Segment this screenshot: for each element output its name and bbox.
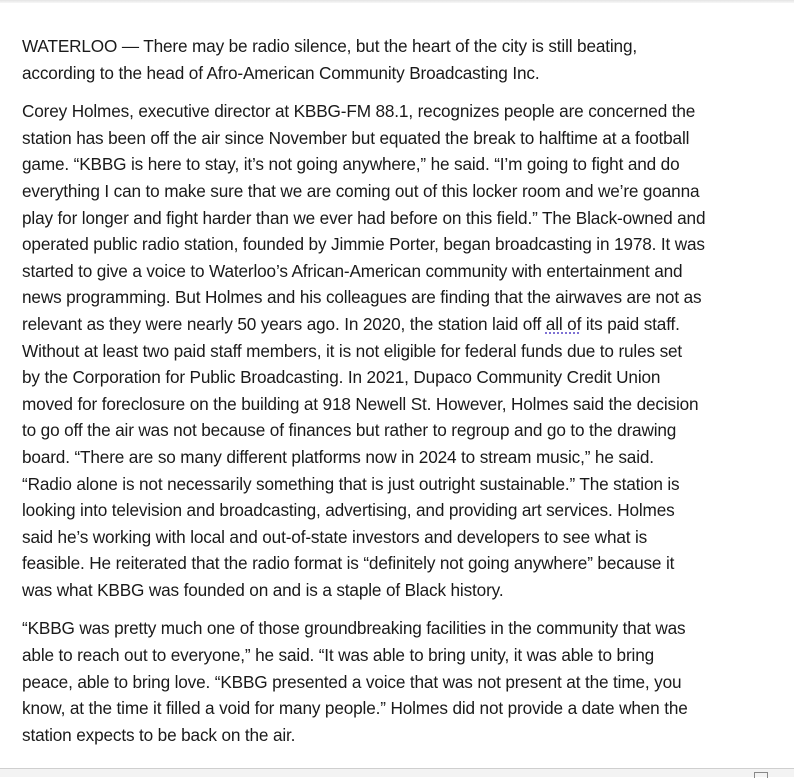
grammar-flag[interactable]: all of [545, 313, 582, 334]
text-segment: relevant as they were nearly 50 years ago. In 2020, the station laid off [22, 313, 546, 334]
top-border [0, 0, 794, 3]
text-line: station has been off the air since November but equated the break to halftime at a football [22, 127, 690, 148]
paragraph-1 [22, 33, 782, 86]
text-line: looking into television and broadcasting, advertising, and providing art services. Holmes [22, 500, 675, 521]
text-line: moved for foreclosure on the building at 918 Newell St. However, Holmes said the decision [22, 393, 699, 414]
text-line: operated public radio station, founded by Jimmie Porter, began broadcasting in 1978. It was [22, 234, 705, 255]
paragraph-3 [22, 615, 782, 748]
text-line: started to give a voice to Waterloo’s African-American community with entertainment and [22, 260, 683, 281]
text-line: was what KBBG was founded on and is a staple of Black history. [22, 579, 504, 600]
text-line-with-flag [22, 311, 782, 338]
text-line: news programming. But Holmes and his colleagues are finding that the airwaves are not as [22, 287, 702, 308]
text-line: board. “There are so many different platforms now in 2024 to stream music,” he said. [22, 446, 654, 467]
text-line: game. “KBBG is here to stay, it’s not going anywhere,” he said. “I’m going to fight and do [22, 154, 680, 175]
text-line: play for longer and fight harder than we ever had before on this field.” The Black-owned and [22, 207, 706, 228]
text-line: know, at the time it filled a void for many people.” Holmes did not provide a date when the [22, 698, 688, 719]
text-line: said he’s working with local and out-of-state investors and developers to see what is [22, 526, 648, 547]
text-line: to go off the air was not because of finances but rather to regroup and go to the drawing [22, 420, 677, 441]
text-line: station expects to be back on the air. [22, 724, 296, 745]
text-line: Without at least two paid staff members, it is not eligible for federal funds due to rules set [22, 340, 683, 361]
text-line: by the Corporation for Public Broadcasting. In 2021, Dupaco Community Credit Union [22, 367, 661, 388]
text-line: “KBBG was pretty much one of those groundbreaking facilities in the community that was [22, 618, 686, 639]
text-line: “Radio alone is not necessarily something that is just outright sustainable.” The station is [22, 473, 680, 494]
text-segment: its paid staff. [581, 313, 680, 334]
text-line: according to the head of Afro-American Community Broadcasting Inc. [22, 62, 540, 83]
expand-icon[interactable] [754, 772, 768, 778]
text-line: Corey Holmes, executive director at KBBG-FM 88.1, recognizes people are concerned the [22, 101, 696, 122]
text-line: everything I can to make sure that we are coming out of this locker room and we’re goanna [22, 180, 700, 201]
text-line: able to reach out to everyone,” he said. “It was able to bring unity, it was able to bring [22, 645, 655, 666]
article-body [22, 33, 782, 760]
text-line: peace, able to bring love. “KBBG presented a voice that was not present at the time, you [22, 671, 682, 692]
paragraph-2 [22, 98, 782, 603]
text-line: feasible. He reiterated that the radio format is “definitely not going anywhere” because it [22, 553, 675, 574]
text-line: WATERLOO — There may be radio silence, but the heart of the city is still beating, [22, 36, 638, 56]
